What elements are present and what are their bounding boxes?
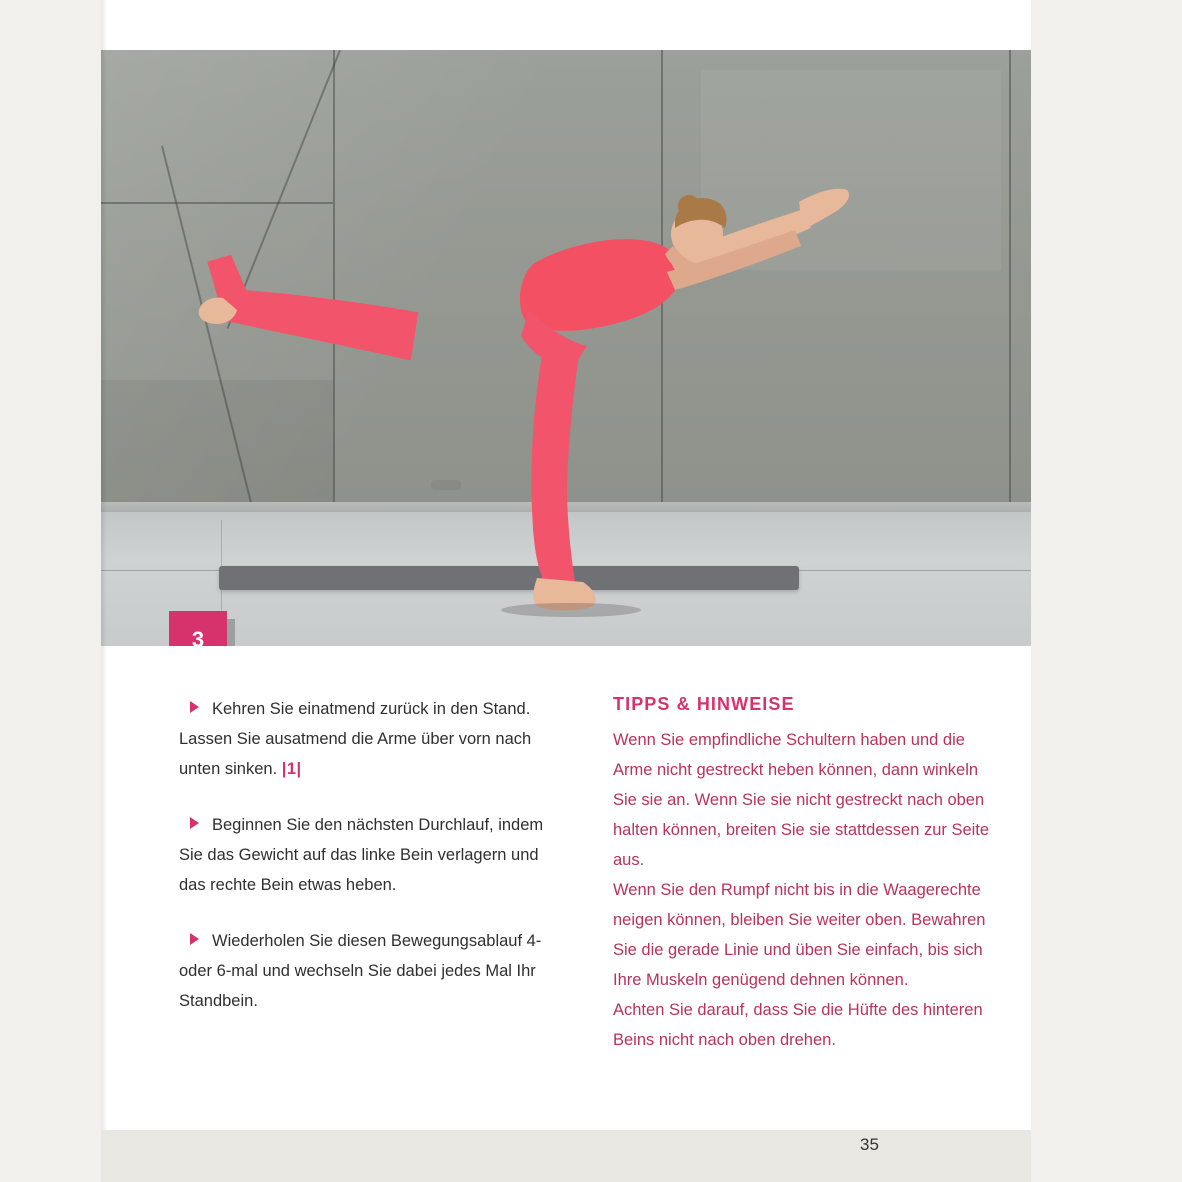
triangle-bullet-icon: [190, 817, 199, 829]
tips-paragraph: Wenn Sie empfindliche Schultern haben und die Arme nicht gestreckt heben können, dann winkeln Sie sie an. Wenn Sie sie nicht gestreckt nach oben halten können, breiten Sie sie stattdessen zur Seite aus.: [613, 731, 990, 869]
instruction-paragraph: [179, 810, 567, 900]
yoga-practitioner-figure: [101, 50, 1031, 646]
triangle-bullet-icon: [190, 933, 199, 945]
instruction-text: Beginnen Sie den nächsten Durchlauf, indem Sie das Gewicht auf das linke Bein verlagern und das rechte Bein etwas heben.: [179, 816, 544, 894]
step-number-badge-wrapper: [169, 611, 235, 646]
instructions-column: [179, 694, 567, 1042]
triangle-bullet-icon: [190, 701, 199, 713]
tips-heading: TIPPS & HINWEISE: [613, 694, 795, 714]
tips-column: [613, 694, 1003, 1055]
instruction-paragraph: [179, 926, 567, 1016]
page-number: 35: [860, 1135, 879, 1154]
yoga-pose-photo: [101, 50, 1031, 646]
step-number-badge: 3: [169, 611, 227, 646]
tips-paragraph: Achten Sie darauf, dass Sie die Hüfte des hinteren Beins nicht nach oben drehen.: [613, 1001, 983, 1049]
instruction-text: Kehren Sie einatmend zurück in den Stand. Lassen Sie ausatmend die Arme über vorn nach unten sinken.: [179, 700, 532, 778]
page-spine-shadow: [101, 0, 107, 1182]
instruction-paragraph: [179, 694, 567, 784]
book-page: [101, 0, 1031, 1182]
step-reference-marker: |1|: [281, 760, 302, 778]
instruction-text: Wiederholen Sie diesen Bewegungsablauf 4- oder 6-mal und wechseln Sie dabei jedes Mal Ihr Standbein.: [179, 932, 542, 1010]
tips-paragraph: Wenn Sie den Rumpf nicht bis in die Waagerechte neigen können, bleiben Sie weiter oben. Bewahren Sie die gerade Linie und üben Sie einfach, bis sich Ihre Muskeln genügend dehnen können.: [613, 881, 986, 989]
tips-body: [613, 725, 1003, 1055]
page-footer-band: [101, 1130, 1031, 1182]
